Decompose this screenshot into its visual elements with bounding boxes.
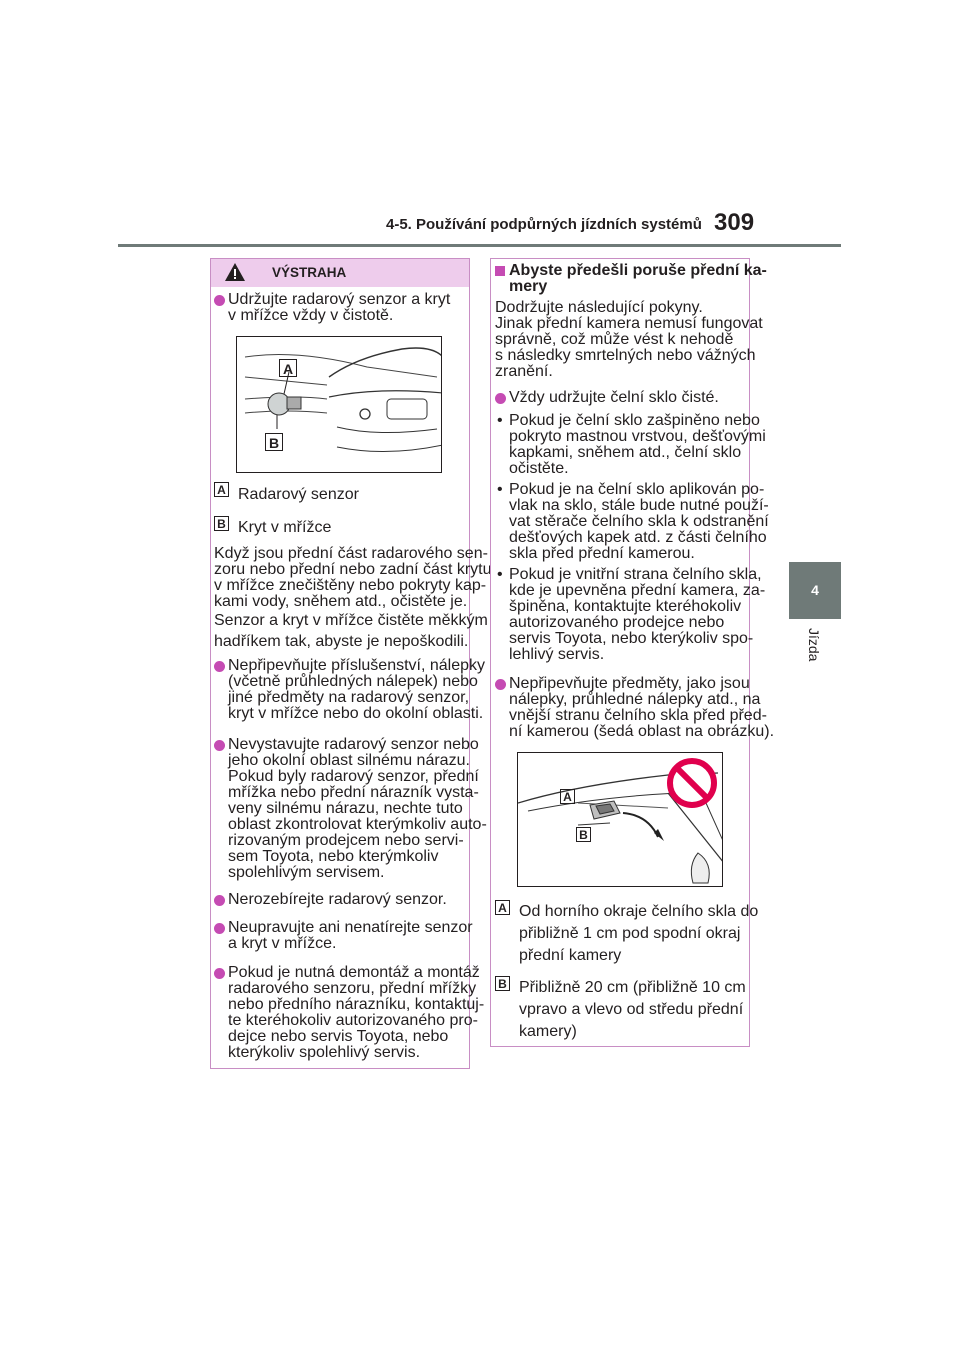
left-bullet-4: Nerozebírejte radarový senzor. — [228, 891, 447, 908]
legend-label-b: B — [214, 516, 229, 531]
warning-title: VÝSTRAHA — [272, 265, 347, 280]
bullet-icon — [214, 968, 225, 979]
bullet-icon — [495, 679, 506, 690]
figure-label-a: A — [279, 359, 297, 377]
bullet-icon — [214, 740, 225, 751]
chapter-label: Jízda — [806, 628, 822, 662]
legend-a-text: Radarový senzor — [238, 486, 359, 503]
square-bullet-icon — [495, 266, 505, 276]
section-title: 4-5. Používání podpůrných jízdních systémů — [386, 216, 702, 233]
car-front-illustration — [237, 337, 442, 473]
chapter-tab — [789, 562, 841, 619]
legend-label-b: B — [495, 976, 510, 991]
right-bullet-1: Vždy udržujte čelní sklo čisté. — [509, 389, 719, 406]
chapter-number: 4 — [811, 582, 819, 598]
radar-sensor-figure — [236, 336, 442, 473]
bullet-icon — [214, 661, 225, 672]
legend-label-a: A — [495, 900, 510, 915]
dot-bullet: • — [497, 566, 503, 583]
figure-label-b: B — [576, 827, 591, 842]
figure-label-a: A — [560, 789, 575, 804]
dot-bullet: • — [497, 412, 503, 429]
front-camera-figure — [517, 752, 723, 887]
bullet-icon — [214, 923, 225, 934]
bullet-icon — [495, 393, 506, 404]
legend-b-text: Kryt v mřížce — [238, 519, 332, 536]
no-entry-icon — [666, 757, 718, 809]
warning-triangle-icon — [224, 262, 246, 282]
bullet-icon — [214, 295, 225, 306]
page-number: 309 — [714, 209, 755, 236]
dot-bullet: • — [497, 481, 503, 498]
bullet-icon — [214, 895, 225, 906]
header-rule — [118, 244, 841, 247]
legend-label-a: A — [214, 482, 229, 497]
figure-label-b: B — [265, 433, 283, 451]
